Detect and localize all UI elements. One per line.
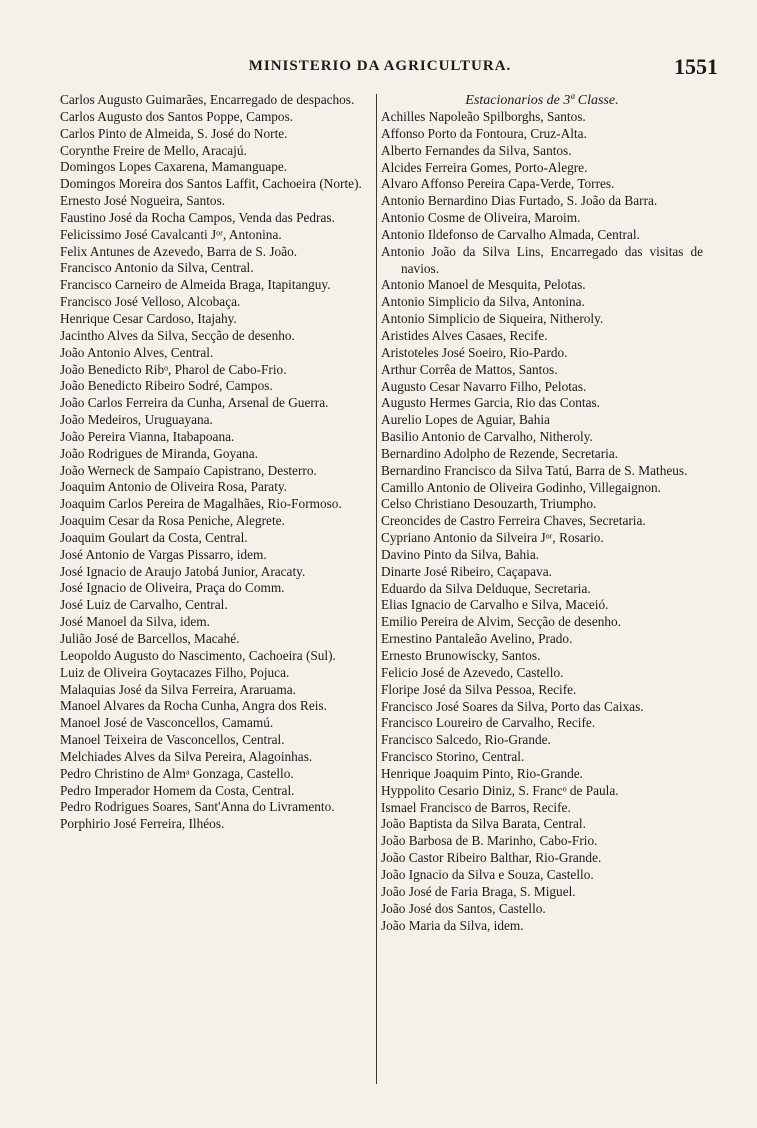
- list-entry: Hyppolito Cesario Diniz, S. Francᵒ de Paula.: [381, 782, 619, 798]
- list-entry: Aurelio Lopes de Aguiar, Bahia: [381, 412, 550, 428]
- list-entry: Elias Ignacio de Carvalho e Silva, Maceió.: [381, 597, 609, 613]
- list-entry: João Medeiros, Uruguayana.: [60, 412, 213, 428]
- list-entry: Antonio Ildefonso de Carvalho Almada, Central.: [381, 226, 640, 242]
- section-heading: Estacionarios de 3ª Classe.: [465, 93, 619, 108]
- list-entry: Malaquias José da Silva Ferreira, Araruama.: [60, 681, 296, 697]
- list-entry: Cypriano Antonio da Silveira Jᵒʳ, Rosario.: [381, 530, 604, 546]
- list-entry: Carlos Pinto de Almeida, S. José do Norte.: [60, 125, 288, 141]
- list-entry: Francisco José Soares da Silva, Porto das Caixas.: [381, 698, 644, 714]
- list-entry: Eduardo da Silva Delduque, Secretaria.: [381, 580, 591, 596]
- list-entry: Bernardino Francisco da Silva Tatú, Barra de S. Matheus.: [381, 462, 688, 478]
- list-entry: Pedro Christino de Almᵃ Gonzaga, Castello.: [60, 765, 294, 781]
- list-entry: Felix Antunes de Azevedo, Barra de S. João.: [60, 243, 298, 259]
- list-entry: Affonso Porto da Fontoura, Cruz-Alta.: [381, 125, 587, 141]
- list-entry: Camillo Antonio de Oliveira Godinho, Villegaignon.: [381, 479, 662, 495]
- list-entry: Alcides Ferreira Gomes, Porto-Alegre.: [381, 159, 588, 175]
- list-entry: João Carlos Ferreira da Cunha, Arsenal de Guerra.: [60, 395, 329, 411]
- list-entry: Joaquim Carlos Pereira de Magalhães, Rio-Formoso.: [60, 496, 342, 512]
- list-entry: Manoel José de Vasconcellos, Camamú.: [60, 715, 274, 731]
- list-entry: Antonio Simplicio da Silva, Antonina.: [381, 294, 585, 310]
- list-entry: João Pereira Vianna, Itabapoana.: [60, 428, 235, 444]
- list-entry: Antonio Simplicio de Siqueira, Nitheroly.: [381, 311, 604, 327]
- list-entry: Achilles Napoleão Spilborghs, Santos.: [381, 109, 586, 124]
- list-entry: Julião José de Barcellos, Macahé.: [60, 631, 240, 646]
- list-entry: Ernestino Pantaleão Avelino, Prado.: [381, 631, 573, 647]
- list-entry: Celso Christiano Desouzarth, Triumpho.: [381, 496, 597, 512]
- list-entry: Felicio José de Azevedo, Castello.: [381, 664, 564, 680]
- list-entry: Dinarte José Ribeiro, Caçapava.: [381, 563, 552, 579]
- list-entry: Alvaro Affonso Pereira Capa-Verde, Torres.: [381, 176, 615, 192]
- list-entry: Augusto Hermes Garcia, Rio das Contas.: [381, 395, 600, 411]
- list-entry: Henrique Cesar Cardoso, Itajahy.: [60, 310, 237, 326]
- list-entry: Domingos Moreira dos Santos Laffit, Cachoeira (Norte).: [60, 176, 362, 192]
- list-entry: Pedro Imperador Homem da Costa, Central.: [60, 782, 295, 798]
- list-entry: Pedro Rodrigues Soares, Sant'Anna do Livramento.: [60, 799, 335, 815]
- list-entry: João José dos Santos, Castello.: [381, 900, 546, 916]
- list-entry: João Castor Ribeiro Balthar, Rio-Grande.: [381, 850, 602, 866]
- list-entry: Joaquim Goulart da Costa, Central.: [60, 529, 248, 545]
- list-entry: Emilio Pereira de Alvim, Secção de desenho.: [381, 614, 622, 630]
- list-entry: Arthur Corrêa de Mattos, Santos.: [381, 361, 558, 377]
- list-entry: José Manoel da Silva, idem.: [60, 614, 210, 630]
- list-entry: João Barbosa de B. Marinho, Cabo-Frio.: [381, 833, 598, 849]
- list-entry: Porphirio José Ferreira, Ilhéos.: [60, 816, 225, 832]
- list-entry: João Antonio Alves, Central.: [60, 344, 214, 360]
- list-entry: Bernardino Adolpho de Rezende, Secretaria.: [381, 445, 619, 461]
- list-entry: João Baptista da Silva Barata, Central.: [381, 816, 586, 832]
- list-entry: Corynthe Freire de Mello, Aracajú.: [60, 142, 247, 158]
- column-divider: [376, 94, 377, 1084]
- list-entry: Creoncides de Castro Ferreira Chaves, Secretaria.: [381, 513, 646, 529]
- list-entry: João Rodrigues de Miranda, Goyana.: [60, 445, 258, 461]
- list-entry: Antonio Bernardino Dias Furtado, S. João da Barra.: [381, 193, 658, 209]
- list-entry: João Benedicto Ribeiro Sodré, Campos.: [60, 378, 273, 394]
- list-entry: Francisco Salcedo, Rio-Grande.: [381, 732, 551, 748]
- page-number: 1551: [674, 54, 718, 79]
- list-entry: Antonio Cosme de Oliveira, Maroim.: [381, 210, 581, 226]
- list-entry: João Ignacio da Silva e Souza, Castello.: [381, 866, 594, 882]
- list-entry: Francisco José Velloso, Alcobaça.: [60, 294, 241, 310]
- list-entry: Luiz de Oliveira Goytacazes Filho, Pojuca.: [60, 664, 290, 680]
- list-entry: Augusto Cesar Navarro Filho, Pelotas.: [381, 378, 587, 394]
- list-entry: Francisco Loureiro de Carvalho, Recife.: [381, 715, 596, 731]
- list-entry: Leopoldo Augusto do Nascimento, Cachoeira (Sul).: [60, 647, 336, 663]
- list-entry: Jacintho Alves da Silva, Secção de desenho.: [60, 327, 295, 343]
- list-entry: Ismael Francisco de Barros, Recife.: [381, 799, 571, 815]
- list-entry: Francisco Storino, Central.: [381, 749, 525, 765]
- list-entry: João Benedicto Ribᵒ, Pharol de Cabo-Frio.: [60, 361, 287, 377]
- list-entry: Joaquim Cesar da Rosa Peniche, Alegrete.: [60, 513, 285, 529]
- right-column: [381, 92, 703, 934]
- list-entry: Ernesto José Nogueira, Santos.: [60, 193, 226, 209]
- left-column: [60, 92, 374, 833]
- list-entry: Carlos Augusto dos Santos Poppe, Campos.: [60, 108, 294, 124]
- list-entry: Davino Pinto da Silva, Bahia.: [381, 546, 540, 562]
- page-title: MINISTERIO DA AGRICULTURA.: [248, 58, 512, 74]
- list-entry: Basilio Antonio de Carvalho, Nitheroly.: [381, 429, 593, 445]
- list-entry: Alberto Fernandes da Silva, Santos.: [381, 142, 572, 158]
- list-entry: Aristoteles José Soeiro, Rio-Pardo.: [381, 344, 568, 360]
- list-entry: Manoel Teixeira de Vasconcellos, Central.: [60, 732, 285, 748]
- list-entry: Floripe José da Silva Pessoa, Recife.: [381, 681, 577, 697]
- page-header: [60, 54, 718, 82]
- list-entry: Henrique Joaquim Pinto, Rio-Grande.: [381, 765, 584, 781]
- list-entry: João Maria da Silva, idem.: [381, 917, 524, 933]
- list-entry: João Werneck de Sampaio Capistrano, Desterro.: [60, 462, 317, 478]
- list-entry: João José de Faria Braga, S. Miguel.: [381, 883, 576, 899]
- list-entry: José Ignacio de Oliveira, Praça do Comm.: [60, 580, 285, 596]
- list-entry: Manoel Alvares da Rocha Cunha, Angra dos Reis.: [60, 698, 327, 714]
- list-entry: Ernesto Brunowiscky, Santos.: [381, 648, 541, 663]
- list-entry: José Antonio de Vargas Pissarro, idem.: [60, 546, 267, 562]
- list-entry: Aristides Alves Casaes, Recife.: [381, 327, 548, 343]
- list-entry: Domingos Lopes Caxarena, Mamanguape.: [60, 159, 288, 175]
- list-entry: Joaquim Antonio de Oliveira Rosa, Paraty.: [60, 479, 287, 495]
- list-entry: Antonio João da Silva Lins, Encarregado das visitas de navios.: [381, 243, 703, 276]
- list-entry: Antonio Manoel de Mesquita, Pelotas.: [381, 277, 586, 293]
- list-entry: Felicissimo José Cavalcanti Jᵒʳ, Antonina.: [60, 226, 282, 242]
- list-entry: José Ignacio de Araujo Jatobá Junior, Aracaty.: [60, 563, 306, 579]
- list-entry: Melchiades Alves da Silva Pereira, Alagoinhas.: [60, 748, 313, 764]
- list-entry: Francisco Antonio da Silva, Central.: [60, 260, 254, 276]
- list-entry: Francisco Carneiro de Almeida Braga, Itapitanguy.: [60, 277, 331, 293]
- list-entry: José Luiz de Carvalho, Central.: [60, 597, 228, 613]
- list-entry: Faustino José da Rocha Campos, Venda das Pedras.: [60, 209, 335, 225]
- list-entry: Carlos Augusto Guimarães, Encarregado de despachos.: [60, 92, 355, 107]
